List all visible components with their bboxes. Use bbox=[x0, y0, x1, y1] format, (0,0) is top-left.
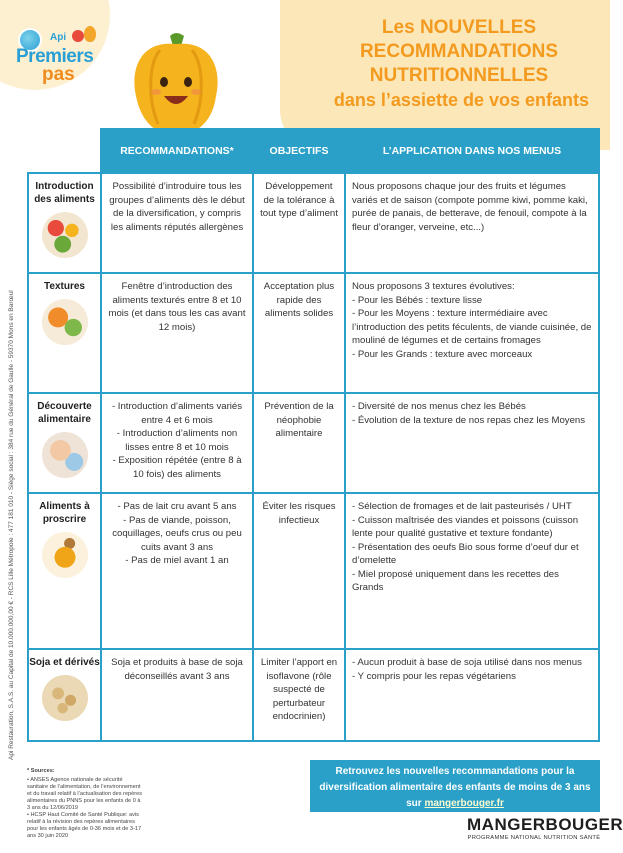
recommendations-table bbox=[27, 128, 600, 742]
row-heading bbox=[28, 173, 101, 273]
recommendation-cell bbox=[101, 649, 253, 741]
application-cell bbox=[345, 173, 599, 273]
cell-line: Soja et produits à base de soja déconseillés avant 3 ans bbox=[111, 657, 243, 682]
recommendation-cell bbox=[101, 173, 253, 273]
legal-side-text bbox=[2, 160, 14, 760]
table-corner bbox=[28, 129, 101, 173]
cell-line: - Pour les Bébés : texture lisse bbox=[352, 294, 483, 306]
application-cell bbox=[345, 273, 599, 393]
cell-line: Possibilité d’introduire tous les groupes d’aliments dès le début de la diversification, y compris les aliments réputés allergènes bbox=[109, 181, 245, 233]
cell-line: - Introduction d’aliments non lisses entre 8 et 10 mois bbox=[116, 428, 238, 453]
cell-line: Acceptation plus rapide des aliments solides bbox=[263, 281, 335, 319]
objective-cell bbox=[253, 393, 345, 493]
application-cell bbox=[345, 649, 599, 741]
legal-text: Api Restauration, S.A.S. au Capital de 10.000.000,00 € - RCS Lille Métropole : 477 181 010 - Siège social : 384 rue du Général de Gaulle - 59370 Mons en Barœul bbox=[8, 290, 15, 760]
row-heading bbox=[28, 493, 101, 649]
title-line3: NUTRITIONNELLES bbox=[369, 65, 549, 86]
page-title bbox=[329, 16, 589, 112]
baby-eating-icon bbox=[42, 432, 88, 478]
objective-cell bbox=[253, 649, 345, 741]
sources-title: * Sources: bbox=[27, 768, 55, 774]
cell-line: Limiter l’apport en isoflavone (rôle suspecté de perturbateur endocrinien) bbox=[260, 657, 338, 722]
header-recommendations: RECOMMANDATIONS* bbox=[101, 129, 253, 173]
brand-name: MANGERBOUGER bbox=[467, 815, 623, 834]
cell-line: - Y compris pour les repas végétariens bbox=[352, 670, 516, 682]
header-objectives: OBJECTIFS bbox=[253, 129, 345, 173]
header-application: L’APPLICATION DANS NOS MENUS bbox=[345, 129, 599, 173]
application-cell bbox=[345, 493, 599, 649]
application-cell bbox=[345, 393, 599, 493]
logo-api-text: Api bbox=[50, 32, 67, 43]
cell-line: Développement de la tolérance à tout type d’aliment bbox=[260, 181, 338, 219]
cell-line: Nous proposons 3 textures évolutives: bbox=[352, 281, 515, 292]
table-row bbox=[28, 493, 599, 649]
row-label: Soja et dérivés bbox=[29, 657, 100, 668]
honey-jar-icon bbox=[42, 532, 88, 578]
cell-line: - Pas de miel avant 1 an bbox=[125, 555, 229, 566]
table-row bbox=[28, 173, 599, 273]
cell-line: - Évolution de la texture de nos repas chez les Moyens bbox=[352, 414, 586, 426]
title-line1: Les NOUVELLES bbox=[381, 17, 537, 38]
row-label: Aliments à proscrire bbox=[39, 501, 90, 525]
recommendation-cell bbox=[101, 273, 253, 393]
cell-line: - Diversité de nos menus chez les Bébés bbox=[352, 401, 526, 412]
objective-cell bbox=[253, 273, 345, 393]
vegetables-icon bbox=[42, 212, 88, 258]
promo-banner bbox=[310, 760, 600, 812]
objective-cell bbox=[253, 493, 345, 649]
cell-line: - Présentation des oeufs Bio sous forme d’oeuf dur et d’omelette bbox=[352, 541, 579, 566]
table-row bbox=[28, 649, 599, 741]
objective-cell bbox=[253, 173, 345, 273]
mangerbouger-link[interactable]: mangerbouger.fr bbox=[424, 798, 504, 809]
cell-line: - Pour les Grands : texture avec morceaux bbox=[352, 348, 533, 360]
row-heading bbox=[28, 393, 101, 493]
cell-line: - Sélection de fromages et de lait pasteurisés / UHT bbox=[352, 501, 572, 512]
row-heading bbox=[28, 649, 101, 741]
cell-line: Nous proposons chaque jour des fruits et légumes variés et de saison (compote pomme kiwi, pomme kaki, purée de panais, de betterave, de fenouil, compote à la fleur d’oranger, verveine, etc...) bbox=[352, 181, 588, 233]
api-premiers-pas-logo bbox=[14, 24, 106, 90]
promo-text: Retrouvez les nouvelles recommandations pour la diversification alimentaire des enfants de moins de 3 ans sur bbox=[319, 766, 591, 809]
title-line4: dans l’assiette de vos enfants bbox=[333, 90, 589, 110]
cell-line: - Introduction d’aliments variés entre 4 et 6 mois bbox=[111, 401, 243, 426]
cell-line: Prévention de la néophobie alimentaire bbox=[264, 401, 334, 439]
title-line2: RECOMMANDATIONS bbox=[359, 41, 559, 62]
cell-line: - Exposition répétée (entre 8 à 10 fois) des aliments bbox=[112, 455, 242, 480]
logo-line2: pas bbox=[42, 64, 75, 85]
recommendation-cell bbox=[101, 493, 253, 649]
row-label: Découverte alimentaire bbox=[37, 401, 92, 425]
mangerbouger-logo bbox=[467, 815, 623, 841]
table-row bbox=[28, 273, 599, 393]
row-label: Introduction des aliments bbox=[34, 181, 95, 205]
pear-icon bbox=[84, 26, 96, 42]
cell-line: - Pas de lait cru avant 5 ans bbox=[117, 501, 237, 512]
cell-line: - Pas de viande, poisson, coquillages, oeufs crus ou peu cuits avant 3 ans bbox=[112, 514, 242, 553]
table-row bbox=[28, 393, 599, 493]
row-label: Textures bbox=[44, 281, 85, 292]
smiling-pepper-mascot-icon bbox=[130, 30, 222, 140]
recommendation-cell bbox=[101, 393, 253, 493]
row-heading bbox=[28, 273, 101, 393]
cell-line: - Pour les Moyens : texture intermédiaire avec l’introduction des petits féculents, de viande cuisinée, de mouliné de légumes et de certains fromages bbox=[352, 308, 592, 346]
brand-tagline: PROGRAMME NATIONAL NUTRITION SANTÉ bbox=[467, 835, 601, 841]
soy-beans-icon bbox=[42, 675, 88, 721]
cell-line: - Miel proposé uniquement dans les recettes des Grands bbox=[352, 568, 559, 593]
sources-footnote bbox=[27, 768, 145, 840]
source-item: • HCSP Haut Comité de Santé Publique: avis relatif à la révision des repères alimentaires pour les enfants âgés de 0-36 mois et de 3-17 ans 30 juin 2020 bbox=[27, 812, 142, 839]
logo-line1: Premiers bbox=[16, 46, 94, 67]
source-item: • ANSES Agence nationale de sécurité sanitaire de l’alimentation, de l’environnement et du travail relatif à l’actualisation des repères alimentaires du PNNS pour les enfants de 0 à 3 ans du 12/06/2019 bbox=[27, 777, 143, 811]
cell-line: Fenêtre d’introduction des aliments texturés entre 8 et 10 mois (et dans tous les cas avant 12 mois) bbox=[108, 281, 246, 333]
cell-line: Éviter les risques infectieux bbox=[262, 501, 336, 526]
puree-bowls-icon bbox=[42, 299, 88, 345]
apple-icon bbox=[72, 30, 84, 42]
cell-line: - Aucun produit à base de soja utilisé dans nos menus bbox=[352, 657, 582, 668]
cell-line: - Cuisson maîtrisée des viandes et poissons (cuisson lente pour qualité gustative et texture fondante) bbox=[352, 514, 579, 539]
